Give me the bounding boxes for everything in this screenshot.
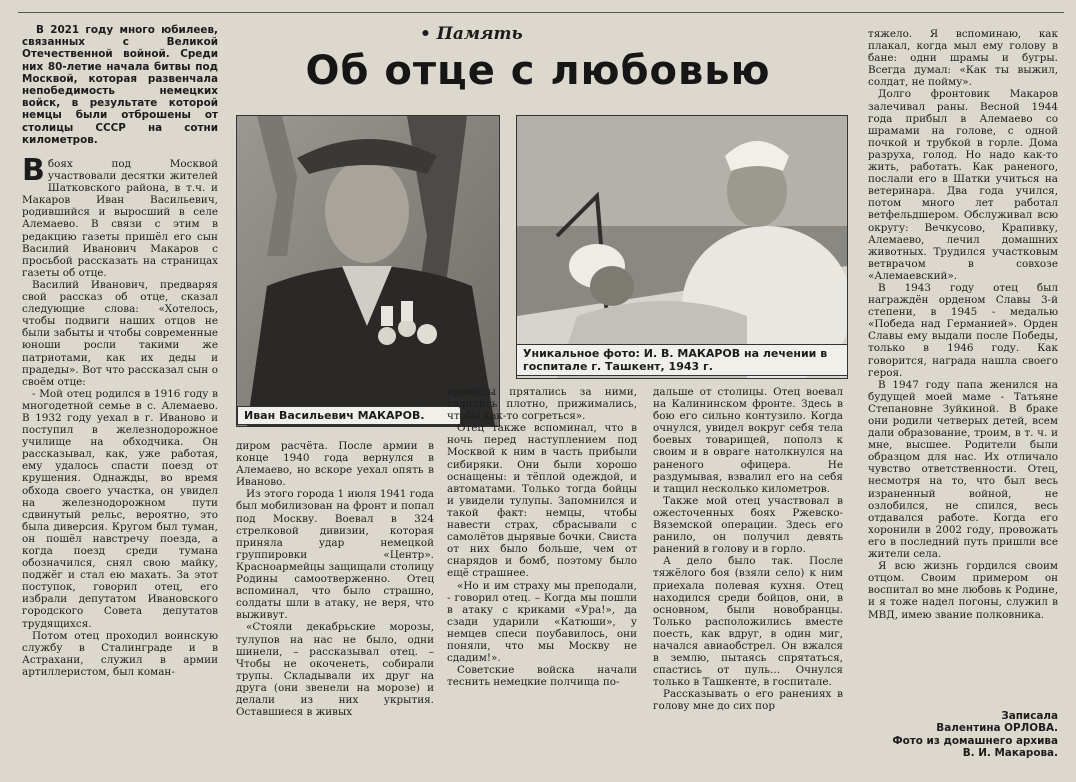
portrait-photo [236, 115, 500, 427]
signoff-recorded-by: Записала [1001, 710, 1058, 722]
column-1 [22, 158, 218, 778]
col4-paragraph-2: Также мой отец участвовал в ожесточенных боях Ржевско-Вяземской операции. Здесь его ранило, он получил девять ранений в голову и в горло. [653, 494, 843, 556]
col3-paragraph-2: Отец также вспоминал, что в ночь перед наступлением под Москвой к ним в часть прибыли сибиряки. Они были хорошо оснащены: и тёплой одеждой, и автоматами. Только тогда бойцы и увидели тулупы. Запомнился и такой факт: немцы, чтобы навести страх, сбрасывали с самолётов дырявые бочки. Свиста от них было больше, чем от снарядов и бомб, поэтому было ещё страшнее. [447, 422, 637, 580]
col5-paragraph-2: Долго фронтовик Макаров залечивал раны. Весной 1944 года прибыл в Алемаево со шрамами на голове, с одной почкой и трубкой в горле. Дома разруха, голод. Но надо как-то жить, работать. Как раненого, послали его в Шатки учиться на ветеринара. Два года учился, потом много лет работал ветфельдшером. Обслуживал всю округу: Вечкусово, Крапивку, Алемаево, лечил домашних животных. Трудился участковым ветврачом в совхозе «Алемаевский». [868, 88, 1058, 282]
hospital-photo [516, 115, 848, 379]
column-4 [653, 386, 843, 780]
article-lead: В 2021 году много юбилеев, связанных с Великой Отечественной войной. Среди них 80-летие начала битвы под Москвой, которая развенчала непобедимость немецких войск, в результате которой немцы были отброшены от столицы СССР на сотни километров. [22, 24, 218, 146]
column-3 [447, 386, 637, 780]
column-5 [868, 28, 1058, 708]
rubric-label: • Память [420, 24, 523, 44]
col5-paragraph-1: тяжело. Я вспоминаю, как плакал, когда мыл ему голову в бане: одни шрамы и бугры. Всегда думал: «Как ты выжил, солдат, не пойму». [868, 28, 1058, 89]
col3-paragraph-3: «Но и им страху мы преподали, - говорил отец. – Когда мы пошли в атаку с криками «Ура!», да сзади ударили «Катюши», у немцев спеси поубавилось, они поняли, что мы Москву не сдадим!». [447, 579, 637, 665]
col4-paragraph-1: дальше от столицы. Отец воевал на Калининском фронте. Здесь в бою его сильно контузило. Когда очнулся, увидел вокруг себя тела боевых товарищей, пополз к своим и в овраге натолкнулся на раненого офицера. Не раздумывая, взвалил его на себя и тащил несколько километров. [653, 386, 843, 495]
col2-paragraph-1: диром расчёта. После армии в конце 1940 года вернулся в Алемаево, но вскоре уехал опять в Иваново. [236, 440, 434, 489]
portrait-photo-image [237, 116, 499, 426]
col1-paragraph-1: боях под Москвой участвовали десятки жителей Шатковского района, в т.ч. и Макаров Иван Васильевич, родившийся и выросший в селе Алемаево. В связи с этим в редакцию газеты пришёл его сын Василий Иванович Макаров с просьбой рассказать на страницах газеты об отце. [22, 158, 218, 279]
headline: Об отце с любовью [305, 48, 771, 94]
col4-paragraph-3: А дело было так. После тяжёлого боя (взяли село) к ним приехала полевая кухня. Отец находился среди бойцов, они, в основном, были новобранцы. Только расположились вместе поесть, как вдруг, в один миг, начался авиаобстрел. Он вжался в землю, пытаясь спрятаться, спастись от пуль… Очнулся только в Ташкенте, в госпитале. [653, 555, 843, 689]
signoff-photo-credit: Фото из домашнего архива [892, 734, 1058, 747]
hospital-photo-image [517, 116, 847, 378]
col5-paragraph-5: Я всю жизнь гордился своим отцом. Своим примером он воспитал во мне любовь к Родине, и я тоже надел погоны, служил в МВД, имею звание полковника. [868, 560, 1058, 621]
col3-paragraph-1: армейцы прятались за ними, садились плотно, прижимались, чтобы как-то согреться». [447, 386, 637, 423]
col4-paragraph-4: Рассказывать о его ранениях в голову мне до сих пор [653, 688, 843, 713]
col2-paragraph-3: «Стояли декабрьские морозы, тулупов на нас не было, одни шинели, – рассказывал отец. – Чтобы не окоченеть, собирали трупы. Складывали их друг на друга (они звенели на морозе) и делали из них укрытия. Оставшиеся в живых [236, 621, 434, 719]
col2-paragraph-2: Из этого города 1 июля 1941 года был мобилизован на фронт и попал под Москву. Воевал в 324 стрелковой дивизии, которая приняла удар немецкой группировки «Центр». Красноармейцы защищали столицу Родины самоотверженно. Отец вспоминал, что было страшно, солдаты шли в атаку, не веря, что выживут. [236, 488, 434, 622]
col5-paragraph-4: В 1947 году папа женился на будущей моей маме - Татьяне Степановне Зуйкиной. В браке они родили четверых детей, всем дали образование, троим, в т. ч. и мне, высшее. Родители были образцом для нас. Их отличало чувство ответственности. Отец, несмотря на то, что был весь израненный войной, не озлобился, не спился, весь отдавался работе. Когда его хоронили в 2002 году, провожать его в последний путь пришли все жители села. [868, 378, 1058, 561]
col3-paragraph-4: Советские войска начали теснить немецкие полчища по- [447, 664, 637, 689]
col1-paragraph-2: Василий Иванович, предваряя свой рассказ об отце, сказал следующие слова: «Хотелось, чтобы подвиги наших отцов не были забыты и чтобы современные юноши росли такими же патриотами, как их деды и прадеды». Вот что рассказал сын о своём отце: [22, 278, 218, 388]
col5-paragraph-3: В 1943 году отец был награждён орденом Славы 3-й степени, в 1945 - медалью «Победа над Германией». Орден Славы ему выдали после Победы, только в 1946 году. Как говорится, награда нашла своего героя. [868, 281, 1058, 379]
column-2 [236, 440, 434, 780]
signoff-archive-owner: В. И. Макарова. [962, 746, 1058, 759]
signoff-author: Валентина ОРЛОВА. [936, 722, 1058, 735]
col1-paragraph-4: Потом отец проходил воинскую службу в Сталинграде и в Астрахани, служил в армии артиллеристом, был коман- [22, 629, 218, 678]
article-signoff [868, 710, 1058, 759]
hospital-caption: Уникальное фото: И. В. МАКАРОВ на лечении в госпитале г. Ташкент, 1943 г. [516, 344, 848, 376]
dropcap-letter: В [22, 158, 45, 188]
col1-paragraph-3: - Мой отец родился в 1916 году в многодетной семье в с. Алемаево. В 1932 году уехал в г. Иваново и поступил в железнодорожное училище на обходчика. Он рассказывал, как, уже работая, ему удалось спасти поезд от крушения. Однажды, во время обхода своего участка, он увидел на железнодорожном пути сдвинутый рельс, вероятно, это была диверсия. Кругом был туман, он пошёл навстречу поезда, а когда поезд среди тумана обозначился, снял свою майку, поджёг и стал ею махать. За этот поступок, говорил отец, его избрали депутатом Ивановского городского Совета депутатов трудящихся. [22, 387, 218, 630]
portrait-caption: Иван Васильевич МАКАРОВ. [237, 406, 461, 425]
top-rule [18, 12, 1064, 13]
